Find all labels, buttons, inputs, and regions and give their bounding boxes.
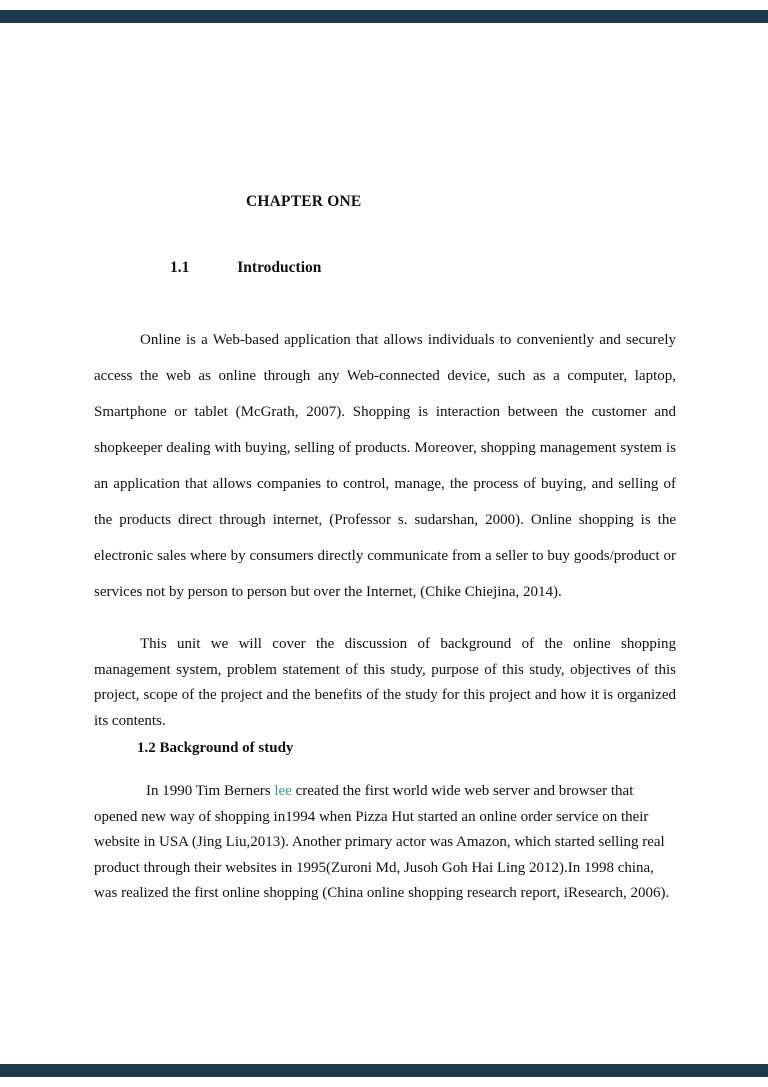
chapter-title: CHAPTER ONE bbox=[246, 193, 362, 210]
background-text-part-2: created the first world wide web server and browser that opened new way of shopping in1994 when Pizza Hut started an online order service on their website in USA (Jing Liu,2013). Another primary actor was Amazon, which started selling real product through their websites in 1995(Zuroni Md, Jusoh Goh Hai Ling 2012).In 1998 china, was realized the first online shopping (China online shopping research report, iResearch, 2006). bbox=[94, 783, 670, 901]
page-content bbox=[94, 0, 676, 907]
section-1-number: 1.1 bbox=[170, 259, 190, 276]
section-1-heading bbox=[170, 259, 676, 277]
intro-paragraph: Online is a Web-based application that allows individuals to conveniently and securely access the web as online through any Web-connected device, such as a computer, laptop, Smartphone or tablet (McGrath, 2007). Shopping is interaction between the customer and shopkeeper dealing with buying, selling of products. Moreover, shopping management system is an application that allows companies to control, manage, the process of buying, and selling of the products direct through internet, (Professor s. sudarshan, 2000). Online shopping is the electronic sales where by consumers directly communicate from a seller to buy goods/product or services not by person to person but over the Internet, (Chike Chiejina, 2014). bbox=[94, 332, 676, 600]
section-2-heading: 1.2 Background of study bbox=[137, 740, 294, 756]
bottom-border-bar bbox=[0, 1064, 768, 1077]
lee-link: lee bbox=[274, 783, 292, 799]
overview-paragraph: This unit we will cover the discussion of background of the online shopping management system, problem statement of this study, purpose of this study, objectives of this project, scope of the project and the benefits of the study for this project and how it is organized its contents. bbox=[94, 636, 676, 729]
background-paragraph bbox=[94, 779, 676, 907]
background-text-part-1: In 1990 Tim Berners bbox=[146, 783, 275, 799]
section-1-title: Introduction bbox=[237, 259, 322, 276]
